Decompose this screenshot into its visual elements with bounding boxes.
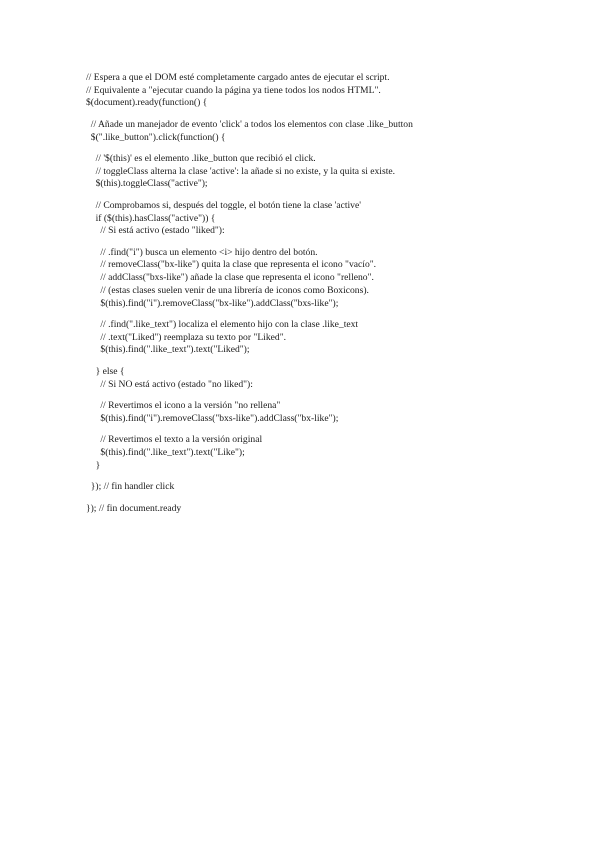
code-line: // .text("Liked") reemplaza su texto por "Liked". — [86, 331, 287, 343]
blank-line — [86, 238, 566, 247]
blank-line — [86, 391, 566, 400]
code-line: $(".like_button").click(function() { — [86, 131, 226, 143]
code-line: // .find("i") busca un elemento <i> hijo dentro del botón. — [86, 246, 318, 258]
code-line: $(this).toggleClass("active"); — [86, 178, 208, 190]
code-line: // removeClass("bx-like") quita la clase que representa el icono "vacío". — [86, 259, 377, 271]
blank-line — [86, 110, 566, 119]
code-line: // Espera a que el DOM esté completamente cargado antes de ejecutar el script. — [86, 72, 390, 83]
code-line: $(document).ready(function() { — [86, 97, 208, 109]
code-line: // Comprobamos si, después del toggle, el botón tiene la clase 'active' — [86, 199, 361, 211]
code-line: $(this).find("i").removeClass("bxs-like").addClass("bx-like"); — [86, 412, 339, 424]
code-line: $(this).find(".like_text").text("Liked"); — [86, 344, 250, 356]
code-line: }); // fin handler click — [86, 481, 175, 493]
code-line: // Revertimos el texto a la versión original — [86, 434, 263, 446]
code-line: } — [86, 459, 101, 471]
code-line: }); // fin document.ready — [86, 502, 182, 514]
code-line: if ($(this).hasClass("active")) { — [86, 212, 216, 224]
code-line: // Añade un manejador de evento 'click' a todos los elementos con clase .like_button — [86, 118, 413, 130]
blank-line — [86, 357, 566, 366]
blank-line — [86, 472, 566, 481]
blank-line — [86, 425, 566, 434]
code-line: // .find(".like_text") localiza el elemento hijo con la clase .like_text — [86, 318, 359, 330]
blank-line — [86, 310, 566, 319]
code-line: // Revertimos el icono a la versión "no rellena" — [86, 400, 281, 412]
blank-line — [86, 494, 566, 503]
code-line: $(this).find(".like_text").text("Like"); — [86, 446, 245, 458]
code-line: $(this).find("i").removeClass("bx-like").addClass("bxs-like"); — [86, 297, 339, 309]
code-line: // toggleClass alterna la clase 'active': la añade si no existe, y la quita si existe. — [86, 165, 396, 177]
code-line: // Si NO está activo (estado "no liked"): — [86, 378, 253, 390]
code-line: // addClass("bxs-like") añade la clase que representa el icono "relleno". — [86, 272, 374, 284]
code-line: // Equivalente a "ejecutar cuando la página ya tiene todos los nodos HTML". — [86, 84, 381, 96]
code-line: // (estas clases suelen venir de una librería de iconos como Boxicons). — [86, 284, 369, 296]
blank-line — [86, 144, 566, 153]
code-line: // '$(this)' es el elemento .like_button que recibió el click. — [86, 153, 316, 165]
code-line: } else { — [86, 365, 125, 377]
code-listing — [86, 72, 566, 515]
code-line: // Si está activo (estado "liked"): — [86, 225, 225, 237]
blank-line — [86, 191, 566, 200]
